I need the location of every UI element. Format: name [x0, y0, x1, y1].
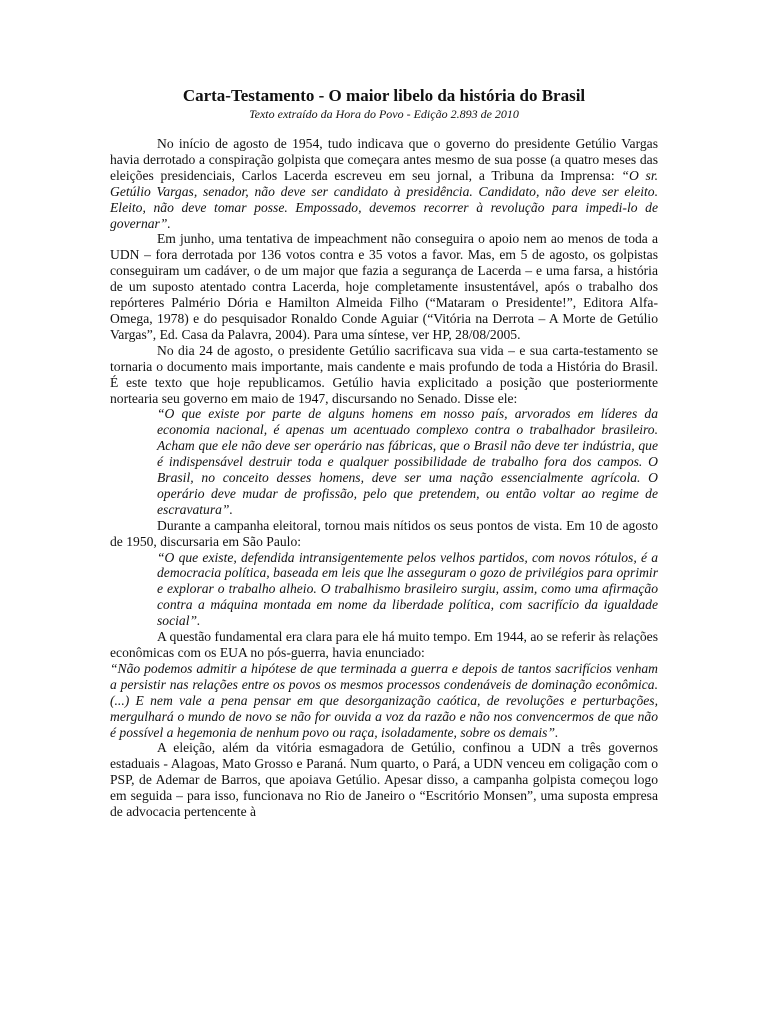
paragraph-1 — [110, 136, 658, 231]
block-quote-1950: “O que existe, defendida intransigentemente pelos velhos partidos, com novos rótulos, é a democracia política, baseada em leis que lhe asseguram o gozo de privilégios para oprimir e explorar o trabalho alheio. O trabalhismo brasileiro surgiu, assim, como uma afirmação contra a máquina montada em nome da liberdade política, com sacrifício da igualdade social”. — [157, 549, 658, 629]
article-body — [110, 136, 658, 820]
block-quote-1947: “O que existe por parte de alguns homens em nosso país, arvorados em líderes da economia nacional, é apenas um acentuado complexo contra o trabalhador brasileiro. Acham que ele não deve ser operário nas fábricas, que o Brasil não deve ter indústria, que é indispensável destruir toda e qualquer possibilidade de trabalho fora dos campos. O Brasil, no conceito desses homens, deve ser uma nação essencialmente agrícola. O operário deve mudar de profissão, pelo que pretendem, ou então voltar ao regime de escravatura”. — [157, 406, 658, 517]
document-title: Carta-Testamento - O maior libelo da história do Brasil — [182, 86, 586, 105]
quote-1944: “Não podemos admitir a hipótese de que terminada a guerra e depois de tantos sacrifícios venham a persistir nas relações entre os povos os mesmos processos condenáveis de dominação econômica. (...) E nem vale a pena pensar em que desorganização caótica, de revoluções e perturbações, mergulhará o mundo de novo se não for ouvida a voz da razão e não nos convencermos de que não é possível a hegemonia de nenhum povo ou raça, isoladamente, sobre os demais”. — [110, 660, 658, 740]
paragraph-3: No dia 24 de agosto, o presidente Getúlio sacrificava sua vida – e sua carta-testamento se tornaria o documento mais importante, mais candente e mais profundo de toda a História do Brasil. É este texto que hoje republicamos. Getúlio havia explicitado a posição que posteriormente nortearia seu governo em maio de 1947, discursando no Senado. Disse ele: — [110, 342, 658, 406]
paragraph-2: Em junho, uma tentativa de impeachment não conseguira o apoio nem ao menos de toda a UDN – fora derrotada por 136 votos contra e 35 votos a favor. Mas, em 5 de agosto, os golpistas conseguiram um cadáver, o de um major que fazia a segurança de Lacerda – e uma farsa, a história de um suposto atentado contra Lacerda, hoje completamente insustentável, após o trabalho dos repórteres Palmério Dória e Hamilton Almeida Filho (“Mataram o Presidente!”, Editora Alfa-Omega, 1978) e do pesquisador Ronaldo Conde Aguiar (“Vitória na Derrota – A Morte de Getúlio Vargas”, Ed. Casa da Palavra, 2004). Para uma síntese, ver HP, 28/08/2005. — [110, 231, 658, 342]
paragraph-6: A eleição, além da vitória esmagadora de Getúlio, confinou a UDN a três governos estaduais - Alagoas, Mato Grosso e Paraná. Num quarto, o Pará, a UDN venceu em coligação com o PSP, de Ademar de Barros, que apoiava Getúlio. Apesar disso, a campanha golpista começou logo em seguida – para isso, funcionava no Rio de Janeiro o “Escritório Monsen”, uma suposta empresa de advocacia pertencente à — [110, 740, 658, 820]
document-subtitle: Texto extraído da Hora do Povo - Edição 2.893 de 2010 — [249, 107, 519, 121]
paragraph-1-text: No início de agosto de 1954, tudo indicava que o governo do presidente Getúlio Vargas havia derrotado a conspiração golpista que começara antes mesmo de sua posse (a quatro meses das eleições presidenciais, Carlos Lacerda escreveu em seu jornal, a Tribuna da Imprensa: — [110, 136, 658, 183]
lacerda-quote: “O sr. Getúlio Vargas, senador, não deve ser candidato à presidência. Candidato, não deve ser eleito. Eleito, não deve tomar posse. Empossado, devemos recorrer à revolução para impedi-lo de governar”. — [110, 167, 658, 231]
paragraph-5: A questão fundamental era clara para ele há muito tempo. Em 1944, ao se referir às relações econômicas com os EUA no pós-guerra, havia enunciado: — [110, 629, 658, 660]
paragraph-4: Durante a campanha eleitoral, tornou mais nítidos os seus pontos de vista. Em 10 de agosto de 1950, discursaria em São Paulo: — [110, 517, 658, 549]
